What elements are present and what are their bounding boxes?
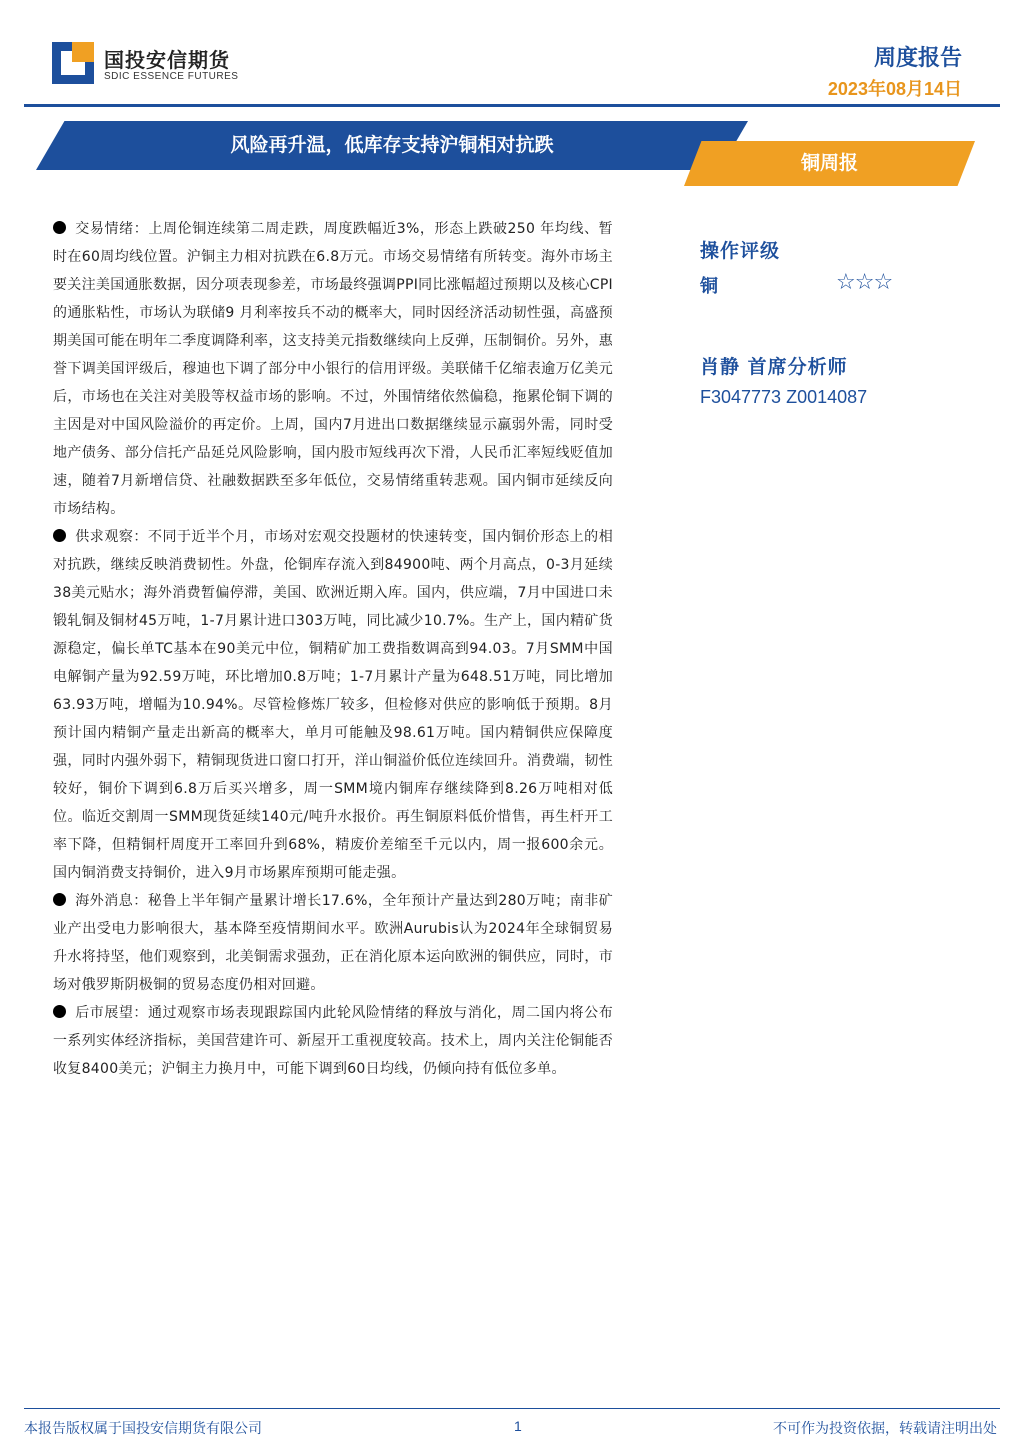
paragraph-text: 海外消息：秘鲁上半年铜产量累计增长17.6%，全年预计产量达到280万吨；南非矿业产出受电力影响很大，基本降至疫情期间水平。欧洲Aurubis认为2024年全球铜贸易升水将持坚，他们观察到，北美铜需求强劲，正在消化原本运向欧洲的铜供应，同时，市场对俄罗斯阴极铜的贸易态度仍相对回避。	[53, 893, 613, 993]
report-title: 风险再升温，低库存支持沪铜相对抗跌	[230, 134, 554, 156]
report-type: 周度报告	[873, 46, 962, 71]
logo-icon	[52, 42, 94, 84]
analyst-name: 肖静 首席分析师	[700, 356, 848, 378]
rating-stars-icon: ☆☆☆	[836, 270, 893, 295]
logo-chinese-name: 国投安信期货	[104, 48, 230, 72]
bullet-icon	[53, 221, 66, 234]
bullet-icon	[53, 1005, 66, 1018]
rating-title: 操作评级	[700, 240, 781, 262]
paragraph-text: 供求观察：不同于近半个月，市场对宏观交投题材的快速转变，国内铜价形态上的相对抗跌，继续反映消费韧性。外盘，伦铜库存流入到84900吨、两个月高点，0-3月延续38美元贴水；海外消费暂偏停滞，美国、欧洲近期入库。国内，供应端，7月中国进口未锻轧铜及铜材45万吨，1-7月累计进口303万吨，同比减少10.7%。生产上，国内精矿货源稳定，偏长单TC基本在90美元中位，铜精矿加工费指数调高到94.03。7月SMM中国电解铜产量为92.59万吨，环比增加0.8万吨；1-7月累计产量为648.51万吨，同比增加63.93万吨，增幅为10.94%。尽管检修炼厂较多，但检修对供应的影响低于预期。8月预计国内精铜产量走出新高的概率大，单月可能触及98.61万吨。国内精铜供应保障度强，同时内强外弱下，精铜现货进口窗口打开，洋山铜溢价低位连续回升。消费端，韧性较好，铜价下调到6.8万后买兴增多，周一SMM境内铜库存继续降到8.26万吨相对低位。临近交割周一SMM现货延续140元/吨升水报价。再生铜原料低价惜售，再生杆开工率下降，但精铜杆周度开工率回升到68%，精废价差缩至千元以内，周一报600余元。国内铜消费支持铜价，进入9月市场累库预期可能走强。	[53, 529, 613, 881]
header-divider	[24, 104, 1000, 107]
paragraph-trading-sentiment	[53, 215, 613, 523]
logo-english-name: SDIC ESSENCE FUTURES	[104, 71, 239, 82]
footer-disclaimer: 不可作为投资依据，转载请注明出处	[773, 1421, 997, 1437]
footer-copyright: 本报告版权属于国投安信期货有限公司	[24, 1421, 262, 1437]
footer-divider	[24, 1408, 1000, 1409]
bullet-icon	[53, 893, 66, 906]
paragraph-text: 后市展望：通过观察市场表现跟踪国内此轮风险情绪的释放与消化，周二国内将公布一系列实体经济指标，美国营建许可、新屋开工重视度较高。技术上，周内关注伦铜能否收复8400美元；沪铜主力换月中，可能下调到60日均线，仍倾向持有低位多单。	[53, 1005, 613, 1077]
rating-commodity: 铜	[700, 276, 718, 297]
report-body	[53, 215, 613, 1083]
analyst-license: F3047773 Z0014087	[700, 387, 868, 407]
paragraph-text: 交易情绪：上周伦铜连续第二周走跌，周度跌幅近3%，形态上跌破250 年均线、暂时在60周均线位置。沪铜主力相对抗跌在6.8万元。市场交易情绪有所转变。海外市场主要关注美国通胀数据，因分项表现参差，市场最终强调PPI同比涨幅超过预期以及核心CPI的通胀粘性，市场认为联储9 月利率按兵不动的概率大，同时因经济活动韧性强，高盛预期美国可能在明年二季度调降利率，这支持美元指数继续向上反弹，压制铜价。另外，惠誉下调美国评级后，穆迪也下调了部分中小银行的信用评级。美联储千亿缩表逾万亿美元后，市场也在关注对美股等权益市场的影响。不过，外围情绪依然偏稳，拖累伦铜下调的主因是对中国风险溢价的再定价。上周，国内7月进出口数据继续显示羸弱外需，同时受地产债务、部分信托产品延兑风险影响，国内股市短线再次下滑，人民币汇率短线贬值加速，随着7月新增信贷、社融数据跌至多年低位，交易情绪重转悲观。国内铜市延续反向市场结构。	[53, 221, 613, 517]
paragraph-outlook	[53, 999, 613, 1083]
page-number: 1	[514, 1418, 522, 1434]
bullet-icon	[53, 529, 66, 542]
paragraph-overseas-news	[53, 887, 613, 999]
report-date: 2023年08月14日	[827, 79, 962, 99]
report-category-tag: 铜周报	[800, 152, 858, 174]
company-logo	[52, 40, 252, 88]
paragraph-supply-demand	[53, 523, 613, 887]
